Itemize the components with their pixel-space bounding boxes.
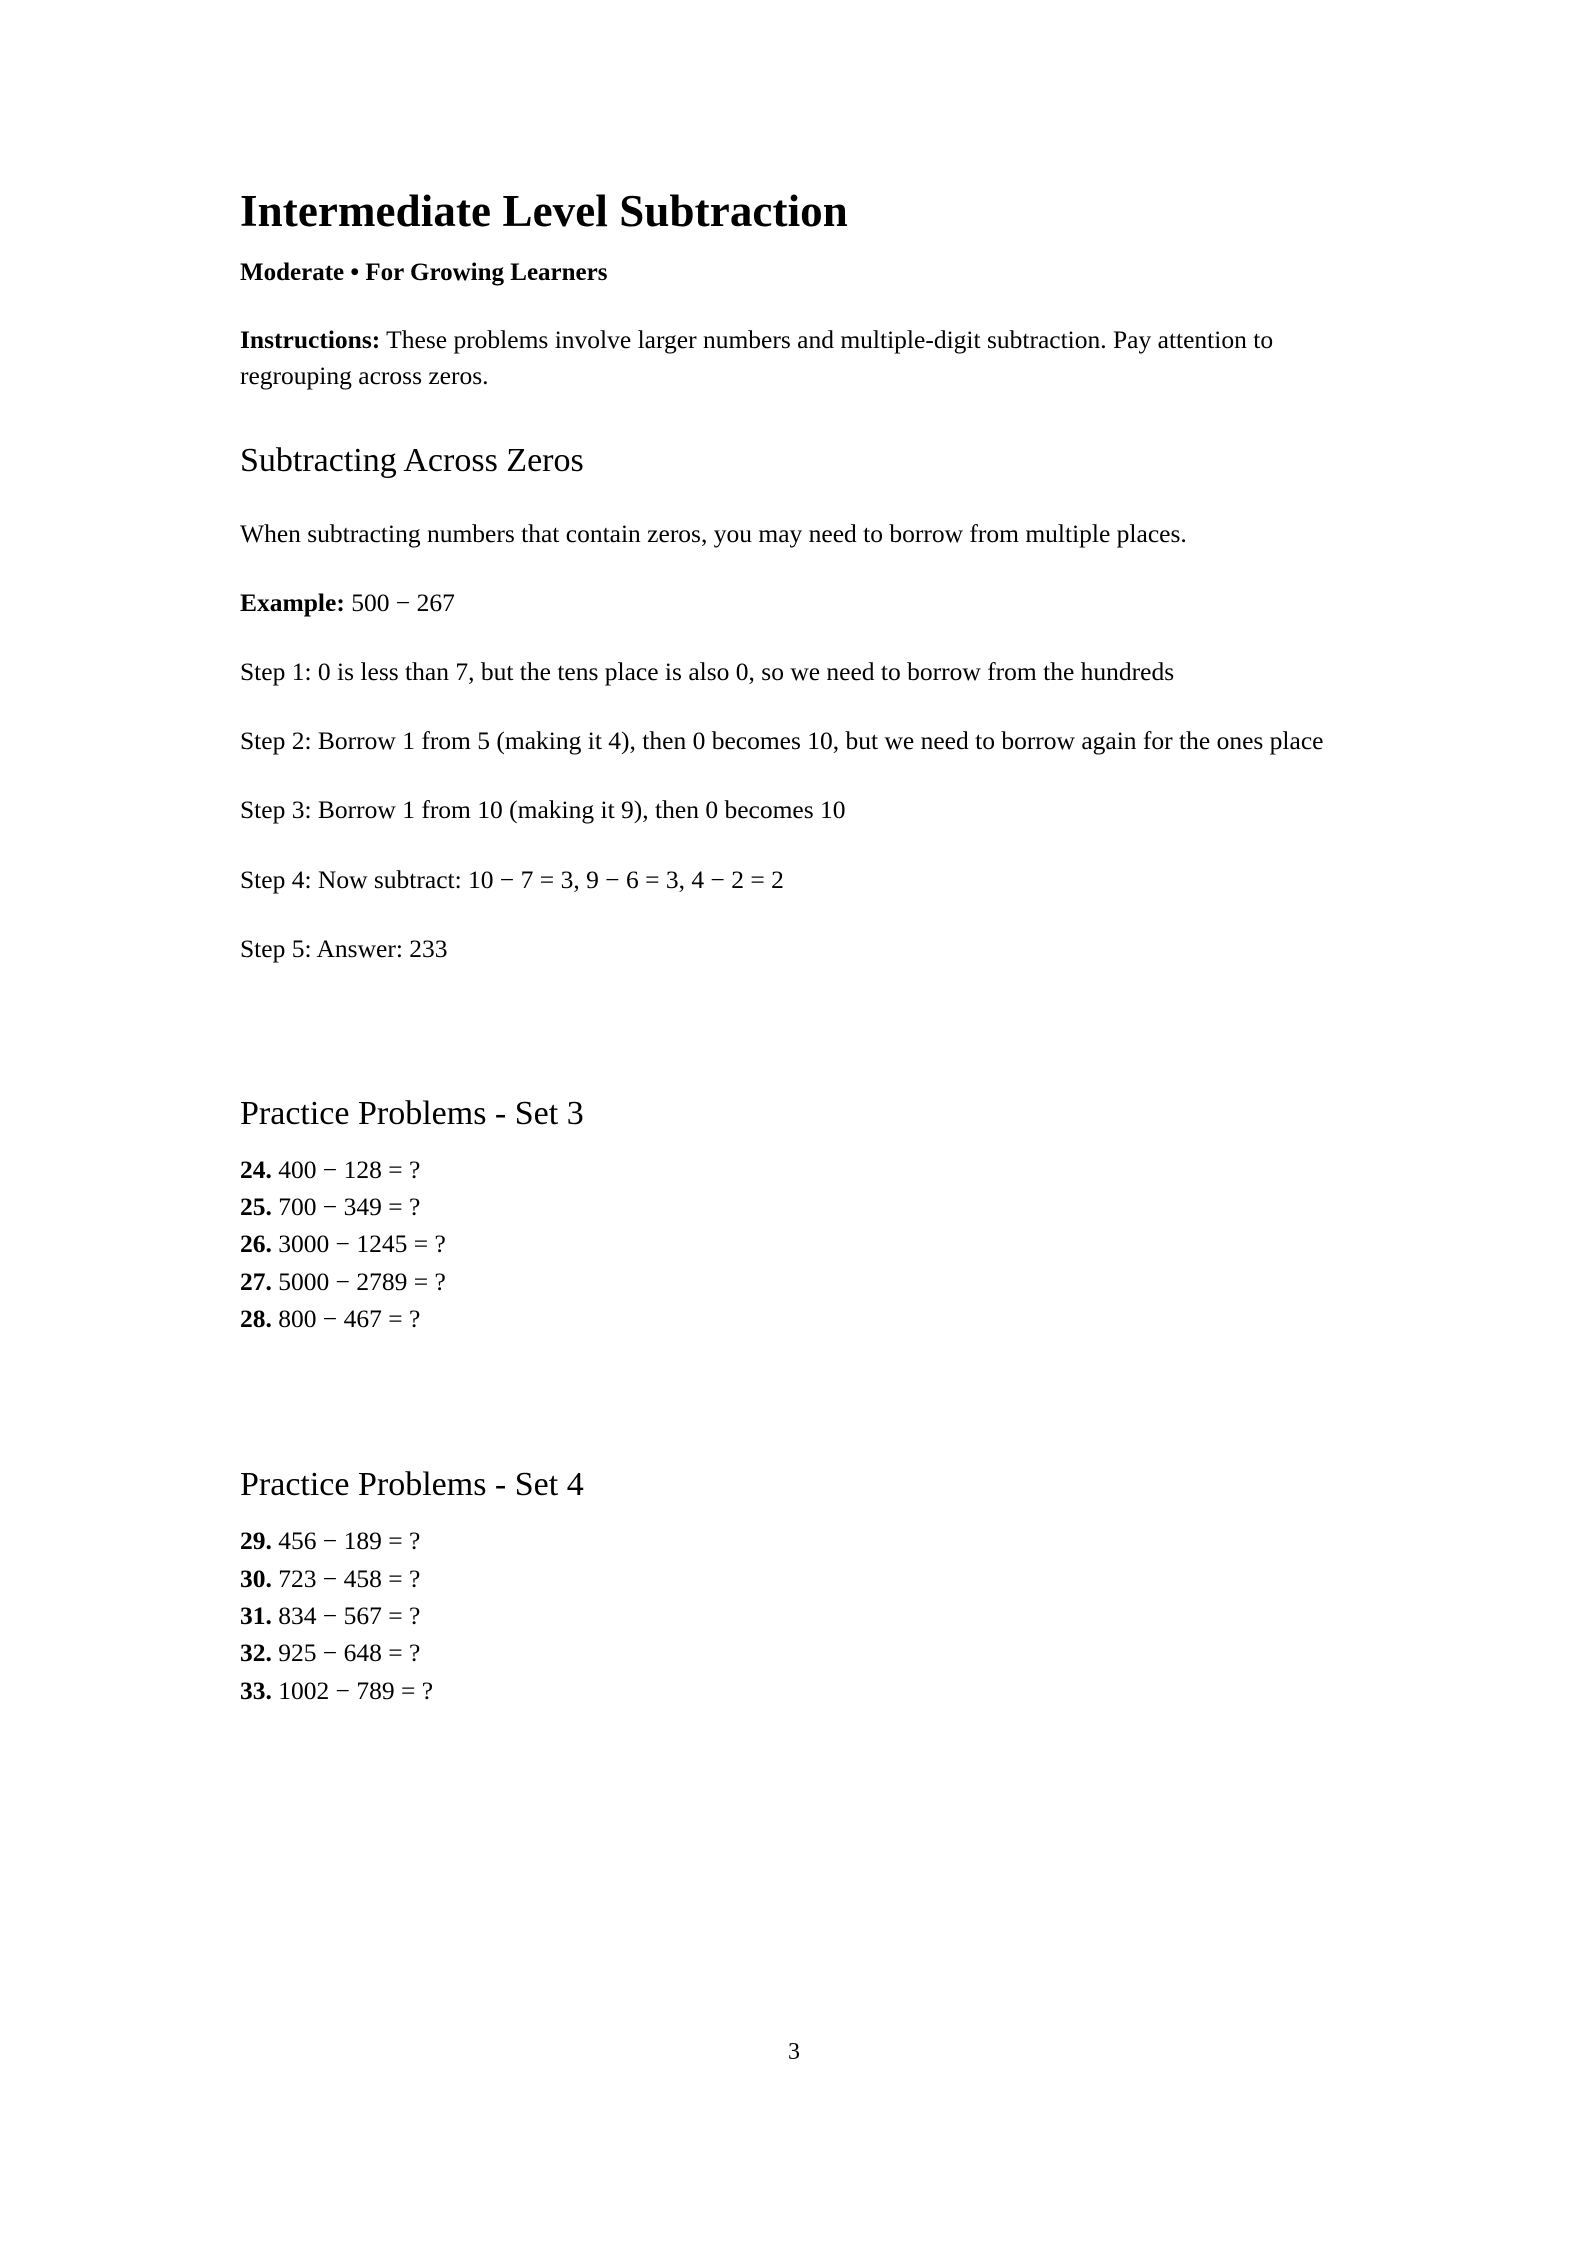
problem-number: 31. [240,1600,272,1630]
problem-expression: 723 − 458 = ? [271,1563,421,1593]
practice-set-3-heading: Practice Problems - Set 3 [240,1094,584,1132]
page-number-footer: 3 [788,2039,800,2065]
list-item [240,1634,1345,1671]
problem-number: 29. [240,1526,272,1556]
problem-number: 30. [240,1563,272,1593]
list-item [240,1597,1345,1634]
example-label: Example: [240,587,345,617]
instructions-label: Instructions: [240,325,381,355]
problem-expression: 456 − 189 = ? [271,1526,421,1556]
list-item [240,1225,1345,1262]
example-expression: 500 − 267 [344,587,455,617]
page-content [240,186,1345,1709]
problem-expression: 800 − 467 = ? [271,1304,421,1334]
problem-number: 33. [240,1675,272,1705]
lesson-step-2: Step 2: Borrow 1 from 5 (making it 4), then 0 becomes 10, but we need to borrow again for the ones place [240,726,1324,756]
problem-expression: 3000 − 1245 = ? [271,1229,446,1259]
practice-set-4-heading: Practice Problems - Set 4 [240,1466,584,1504]
problem-expression: 834 − 567 = ? [271,1600,421,1630]
problem-number: 28. [240,1304,272,1334]
lesson-intro-paragraph: When subtracting numbers that contain zeros, you may need to borrow from multiple places. [240,518,1187,548]
list-item [240,1560,1345,1597]
list-item [240,1263,1345,1300]
lesson-heading: Subtracting Across Zeros [240,441,584,479]
lesson-step-5: Step 5: Answer: 233 [240,933,448,963]
lesson-step-4: Step 4: Now subtract: 10 − 7 = 3, 9 − 6 = 3, 4 − 2 = 2 [240,864,784,894]
list-item [240,1672,1345,1709]
page-title: Intermediate Level Subtraction [240,186,848,236]
problem-expression: 700 − 349 = ? [271,1192,421,1222]
instructions-paragraph [240,322,1345,392]
example-paragraph [240,585,1345,620]
list-item [240,1188,1345,1225]
problem-number: 27. [240,1266,272,1296]
problem-number: 32. [240,1638,272,1668]
practice-set-4-list [240,1522,1345,1709]
page-subtitle: Moderate • For Growing Learners [240,259,608,287]
list-item [240,1151,1345,1188]
problem-expression: 1002 − 789 = ? [271,1675,434,1705]
problem-expression: 400 − 128 = ? [271,1154,421,1184]
problem-expression: 925 − 648 = ? [271,1638,421,1668]
instructions-text: These problems involve larger numbers and multiple-digit subtraction. Pay attention to regrouping across zeros. [240,325,1274,390]
problem-number: 24. [240,1154,272,1184]
list-item [240,1522,1345,1559]
problem-number: 26. [240,1229,272,1259]
list-item [240,1300,1345,1337]
lesson-step-1: Step 1: 0 is less than 7, but the tens place is also 0, so we need to borrow from the hundreds [240,656,1175,686]
problem-expression: 5000 − 2789 = ? [271,1266,446,1296]
lesson-step-3: Step 3: Borrow 1 from 10 (making it 9), then 0 becomes 10 [240,795,846,825]
problem-number: 25. [240,1192,272,1222]
practice-set-3-list [240,1151,1345,1338]
